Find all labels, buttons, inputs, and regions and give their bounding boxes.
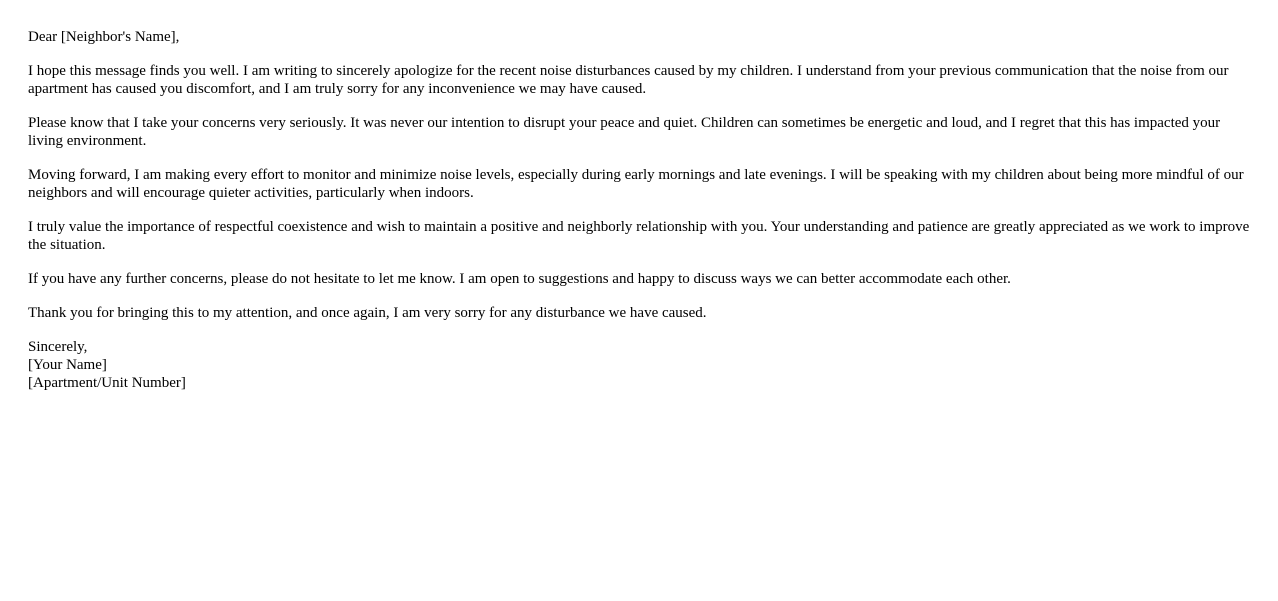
letter-paragraph: If you have any further concerns, please do not hesitate to let me know. I am open to suggestions and happy to discuss ways we can better accommodate each other. (28, 271, 1011, 287)
letter-paragraph: I hope this message finds you well. I am writing to sincerely apologize for the recent noise disturbances caused by my children. I understand from your previous communication that the noise from our apartment has caused you discomfort, and I am truly sorry for any inconvenience we may have caused. (28, 63, 1229, 97)
signature-name: [Your Name] (28, 357, 107, 373)
letter-greeting: Dear [Neighbor's Name], (28, 29, 180, 45)
signature-unit: [Apartment/Unit Number] (28, 375, 186, 391)
letter-paragraph: Thank you for bringing this to my attention, and once again, I am very sorry for any disturbance we have caused. (28, 305, 707, 321)
letter-body (28, 28, 1254, 392)
letter-closing: Sincerely, (28, 339, 88, 355)
letter-paragraph: Moving forward, I am making every effort to monitor and minimize noise levels, especially during early mornings and late evenings. I will be speaking with my children about being more mindful of our neighbors and will encourage quieter activities, particularly when indoors. (28, 167, 1244, 201)
letter-closing-block (28, 338, 1254, 392)
letter-paragraph: Please know that I take your concerns very seriously. It was never our intention to disrupt your peace and quiet. Children can sometimes be energetic and loud, and I regret that this has impacted your living environment. (28, 115, 1221, 149)
letter-paragraph: I truly value the importance of respectful coexistence and wish to maintain a positive and neighborly relationship with you. Your understanding and patience are greatly appreciated as we work to improve the situation. (28, 219, 1250, 253)
